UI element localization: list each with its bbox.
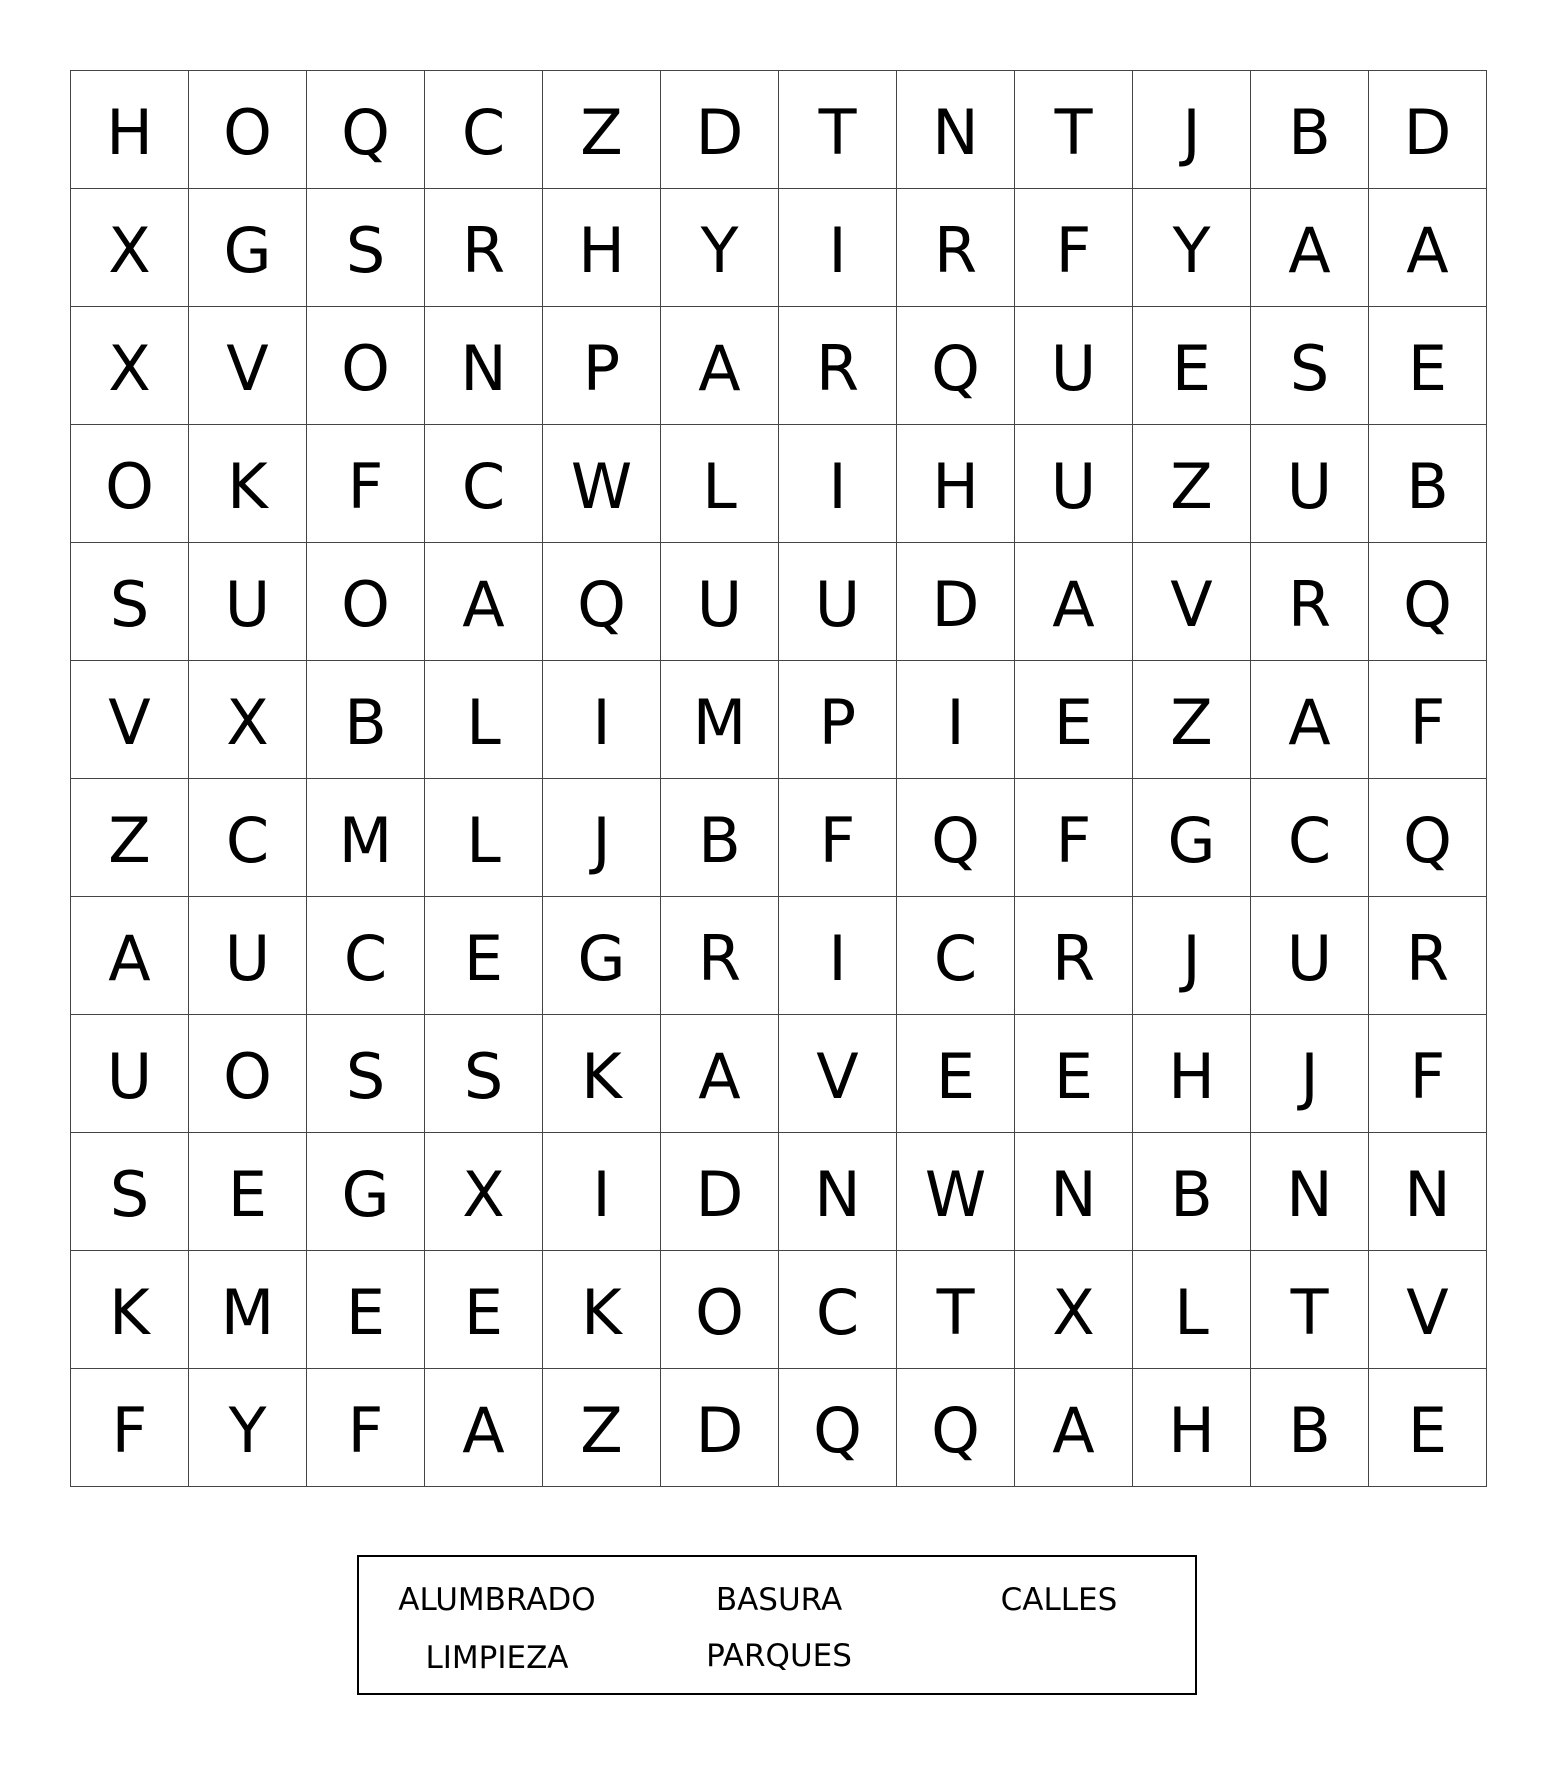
- grid-cell[interactable]: C: [1251, 779, 1369, 897]
- grid-cell[interactable]: O: [71, 425, 189, 543]
- grid-cell[interactable]: V: [779, 1015, 897, 1133]
- grid-cell[interactable]: U: [71, 1015, 189, 1133]
- grid-cell[interactable]: I: [543, 661, 661, 779]
- grid-cell[interactable]: G: [307, 1133, 425, 1251]
- grid-cell[interactable]: S: [307, 1015, 425, 1133]
- grid-cell[interactable]: G: [189, 189, 307, 307]
- grid-cell[interactable]: A: [1251, 661, 1369, 779]
- grid-cell[interactable]: F: [1369, 1015, 1487, 1133]
- grid-cell[interactable]: S: [1251, 307, 1369, 425]
- grid-cell[interactable]: R: [425, 189, 543, 307]
- grid-cell[interactable]: U: [661, 543, 779, 661]
- grid-cell[interactable]: F: [1015, 189, 1133, 307]
- grid-cell[interactable]: E: [1015, 1015, 1133, 1133]
- grid-cell[interactable]: A: [1251, 189, 1369, 307]
- word-search-grid: [70, 70, 1487, 1487]
- grid-cell[interactable]: Z: [1133, 661, 1251, 779]
- grid-cell[interactable]: B: [1133, 1133, 1251, 1251]
- grid-cell[interactable]: O: [661, 1251, 779, 1369]
- grid-cell[interactable]: U: [1251, 897, 1369, 1015]
- grid-cell[interactable]: U: [189, 897, 307, 1015]
- grid-cell[interactable]: R: [1251, 543, 1369, 661]
- grid-cell[interactable]: Z: [543, 1369, 661, 1487]
- word-bank-item: CALLES: [1000, 1582, 1118, 1618]
- grid-cell[interactable]: J: [543, 779, 661, 897]
- grid-cell[interactable]: U: [1015, 307, 1133, 425]
- grid-cell[interactable]: F: [71, 1369, 189, 1487]
- grid-cell[interactable]: O: [307, 307, 425, 425]
- grid-cell[interactable]: B: [1251, 71, 1369, 189]
- grid-cell[interactable]: A: [425, 543, 543, 661]
- grid-cell[interactable]: L: [425, 661, 543, 779]
- grid-cell[interactable]: B: [661, 779, 779, 897]
- grid-cell[interactable]: E: [897, 1015, 1015, 1133]
- grid-cell[interactable]: A: [425, 1369, 543, 1487]
- grid-cell[interactable]: Y: [661, 189, 779, 307]
- grid-cell[interactable]: C: [425, 71, 543, 189]
- grid-cell[interactable]: Q: [897, 779, 1015, 897]
- grid-cell[interactable]: E: [307, 1251, 425, 1369]
- grid-cell[interactable]: W: [543, 425, 661, 543]
- grid-cell[interactable]: K: [71, 1251, 189, 1369]
- grid-cell[interactable]: U: [189, 543, 307, 661]
- word-bank-item: LIMPIEZA: [425, 1640, 569, 1676]
- grid-cell[interactable]: N: [1369, 1133, 1487, 1251]
- grid-cell[interactable]: J: [1251, 1015, 1369, 1133]
- grid-cell[interactable]: V: [189, 307, 307, 425]
- grid-cell[interactable]: J: [1133, 71, 1251, 189]
- grid-cell[interactable]: I: [779, 189, 897, 307]
- grid-cell[interactable]: B: [1369, 425, 1487, 543]
- grid-cell[interactable]: V: [1369, 1251, 1487, 1369]
- grid-cell[interactable]: D: [661, 1133, 779, 1251]
- grid-cell[interactable]: Y: [1133, 189, 1251, 307]
- grid-cell[interactable]: E: [1133, 307, 1251, 425]
- grid-cell[interactable]: D: [897, 543, 1015, 661]
- grid-cell[interactable]: D: [661, 1369, 779, 1487]
- grid-cell[interactable]: E: [189, 1133, 307, 1251]
- grid-cell[interactable]: H: [71, 71, 189, 189]
- grid-cell[interactable]: A: [661, 307, 779, 425]
- grid-cell[interactable]: I: [779, 425, 897, 543]
- grid-cell[interactable]: Q: [307, 71, 425, 189]
- grid-cell[interactable]: F: [779, 779, 897, 897]
- grid-cell[interactable]: Q: [897, 1369, 1015, 1487]
- grid-cell[interactable]: A: [1015, 1369, 1133, 1487]
- word-bank: [357, 1555, 1197, 1695]
- grid-cell[interactable]: N: [897, 71, 1015, 189]
- grid-cell[interactable]: V: [1133, 543, 1251, 661]
- grid-cell[interactable]: H: [1133, 1015, 1251, 1133]
- grid-cell[interactable]: N: [779, 1133, 897, 1251]
- grid-cell[interactable]: Z: [543, 71, 661, 189]
- grid-cell[interactable]: L: [425, 779, 543, 897]
- grid-cell[interactable]: Q: [1369, 779, 1487, 897]
- grid-cell[interactable]: E: [1015, 661, 1133, 779]
- grid-cell[interactable]: A: [661, 1015, 779, 1133]
- grid-cell[interactable]: T: [1015, 71, 1133, 189]
- grid-cell[interactable]: A: [1369, 189, 1487, 307]
- grid-cell[interactable]: X: [71, 307, 189, 425]
- grid-cell[interactable]: K: [543, 1251, 661, 1369]
- grid-cell[interactable]: K: [543, 1015, 661, 1133]
- grid-cell[interactable]: M: [307, 779, 425, 897]
- grid-cell[interactable]: M: [661, 661, 779, 779]
- grid-cell[interactable]: T: [1251, 1251, 1369, 1369]
- grid-cell[interactable]: N: [425, 307, 543, 425]
- grid-cell[interactable]: F: [307, 1369, 425, 1487]
- grid-cell[interactable]: H: [543, 189, 661, 307]
- grid-cell[interactable]: O: [189, 71, 307, 189]
- grid-cell[interactable]: E: [425, 1251, 543, 1369]
- grid-cell[interactable]: F: [307, 425, 425, 543]
- grid-cell[interactable]: F: [1015, 779, 1133, 897]
- grid-cell[interactable]: T: [779, 71, 897, 189]
- grid-cell[interactable]: R: [1015, 897, 1133, 1015]
- grid-cell[interactable]: M: [189, 1251, 307, 1369]
- grid-cell[interactable]: T: [897, 1251, 1015, 1369]
- grid-cell[interactable]: D: [1369, 71, 1487, 189]
- grid-cell[interactable]: N: [1251, 1133, 1369, 1251]
- grid-cell[interactable]: H: [897, 425, 1015, 543]
- grid-cell[interactable]: Q: [543, 543, 661, 661]
- grid-cell[interactable]: W: [897, 1133, 1015, 1251]
- grid-cell[interactable]: F: [1369, 661, 1487, 779]
- grid-cell[interactable]: A: [71, 897, 189, 1015]
- grid-cell[interactable]: A: [1015, 543, 1133, 661]
- grid-cell[interactable]: P: [543, 307, 661, 425]
- grid-cell[interactable]: U: [1015, 425, 1133, 543]
- grid-cell[interactable]: U: [779, 543, 897, 661]
- grid-cell[interactable]: C: [779, 1251, 897, 1369]
- grid-cell[interactable]: Z: [1133, 425, 1251, 543]
- grid-cell[interactable]: R: [661, 897, 779, 1015]
- grid-cell[interactable]: X: [189, 661, 307, 779]
- grid-cell[interactable]: S: [71, 1133, 189, 1251]
- grid-cell[interactable]: N: [1015, 1133, 1133, 1251]
- grid-cell[interactable]: R: [779, 307, 897, 425]
- grid-cell[interactable]: Q: [1369, 543, 1487, 661]
- grid-cell[interactable]: S: [71, 543, 189, 661]
- grid-cell[interactable]: O: [189, 1015, 307, 1133]
- grid-cell[interactable]: I: [779, 897, 897, 1015]
- grid-cell[interactable]: R: [1369, 897, 1487, 1015]
- grid-cell[interactable]: X: [425, 1133, 543, 1251]
- grid-cell[interactable]: H: [1133, 1369, 1251, 1487]
- word-bank-item: PARQUES: [706, 1638, 852, 1674]
- grid-cell[interactable]: G: [543, 897, 661, 1015]
- grid-cell[interactable]: P: [779, 661, 897, 779]
- grid-cell[interactable]: K: [189, 425, 307, 543]
- grid-cell[interactable]: C: [425, 425, 543, 543]
- word-bank-item: BASURA: [715, 1582, 843, 1618]
- grid-cell[interactable]: E: [1369, 1369, 1487, 1487]
- grid-cell[interactable]: Q: [897, 307, 1015, 425]
- grid-cell[interactable]: C: [307, 897, 425, 1015]
- grid-cell[interactable]: L: [1133, 1251, 1251, 1369]
- grid-cell[interactable]: E: [1369, 307, 1487, 425]
- grid-cell[interactable]: B: [307, 661, 425, 779]
- grid-cell[interactable]: L: [661, 425, 779, 543]
- grid-cell[interactable]: V: [71, 661, 189, 779]
- grid-cell[interactable]: C: [897, 897, 1015, 1015]
- word-bank-item: ALUMBRADO: [398, 1582, 596, 1618]
- grid-cell[interactable]: S: [307, 189, 425, 307]
- grid-cell[interactable]: C: [189, 779, 307, 897]
- grid-cell[interactable]: O: [307, 543, 425, 661]
- grid-cell[interactable]: I: [543, 1133, 661, 1251]
- grid-cell[interactable]: X: [1015, 1251, 1133, 1369]
- grid-cell[interactable]: D: [661, 71, 779, 189]
- grid-cell[interactable]: X: [71, 189, 189, 307]
- grid-cell[interactable]: J: [1133, 897, 1251, 1015]
- grid-cell[interactable]: Z: [71, 779, 189, 897]
- grid-cell[interactable]: R: [897, 189, 1015, 307]
- grid-cell[interactable]: B: [1251, 1369, 1369, 1487]
- grid-cell[interactable]: S: [425, 1015, 543, 1133]
- grid-cell[interactable]: U: [1251, 425, 1369, 543]
- grid-cell[interactable]: Q: [779, 1369, 897, 1487]
- grid-cell[interactable]: G: [1133, 779, 1251, 897]
- grid-cell[interactable]: Y: [189, 1369, 307, 1487]
- grid-cell[interactable]: I: [897, 661, 1015, 779]
- grid-cell[interactable]: E: [425, 897, 543, 1015]
